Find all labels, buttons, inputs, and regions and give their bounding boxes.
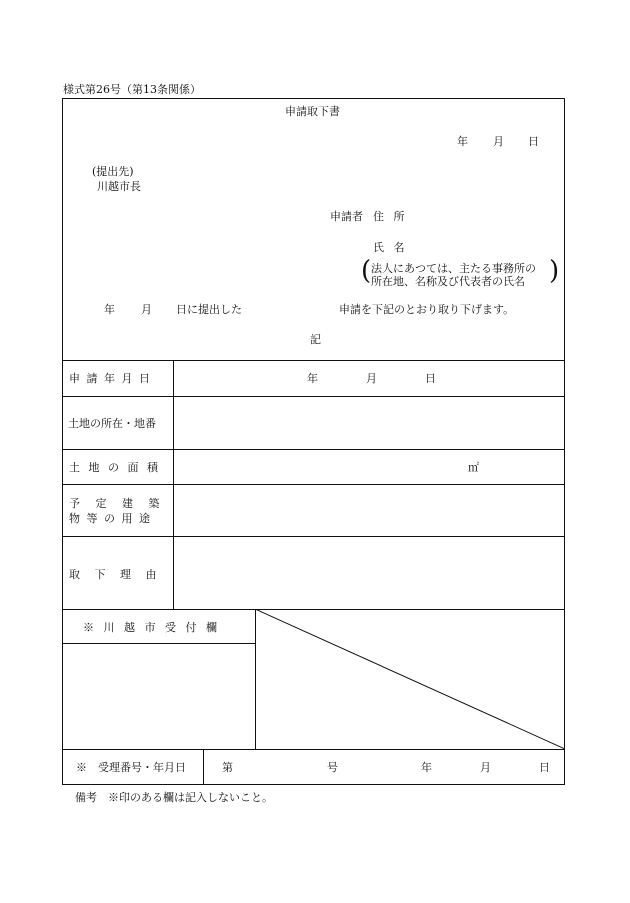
body-day-submitted: 日に提出した — [176, 303, 242, 316]
application-year: 年 — [307, 372, 318, 385]
body-withdraw-sentence: 申請を下記のとおり取り下げます。 — [339, 303, 515, 316]
form-number: 様式第26号（第13条関係） — [63, 83, 201, 96]
receipt-dai: 第 — [222, 761, 233, 774]
row-rule — [62, 536, 565, 537]
withdrawal-reason-label: 取 下 理 由 — [69, 568, 157, 581]
corp-note-line1: 法人にあつては、主たる事務所の — [371, 262, 536, 275]
remark: 備考 ※印のある欄は記入しないこと。 — [75, 791, 273, 804]
label-column-rule — [173, 360, 174, 609]
land-location-label: 土地の所在・地番 — [68, 417, 156, 430]
note-open-bracket: ( — [361, 256, 372, 286]
office-header-rule — [62, 643, 255, 644]
body-year: 年 — [104, 303, 115, 316]
row-rule — [62, 484, 565, 485]
application-date-label: 申 請 年 月 日 — [69, 372, 150, 385]
receipt-day: 日 — [539, 761, 550, 774]
land-area-label: 土 地 の 面 積 — [69, 461, 158, 474]
note-close-bracket: ) — [549, 256, 560, 286]
submit-to-label: (提出先) — [92, 165, 134, 178]
receipt-year: 年 — [421, 761, 432, 774]
document-title: 申請取下書 — [285, 105, 340, 118]
row-rule — [62, 396, 565, 397]
address-label: 住 所 — [373, 210, 405, 223]
name-label: 氏 名 — [373, 241, 405, 254]
date-day-label: 日 — [528, 135, 539, 148]
area-unit: ㎡ — [468, 461, 479, 474]
corp-note-line2: 所在地、名称及び代表者の氏名 — [371, 275, 525, 288]
planned-building-label-2: 物 等 の 用 途 — [69, 512, 150, 525]
ki-label: 記 — [310, 333, 321, 346]
planned-building-label-1: 予 定 建 築 — [69, 497, 160, 510]
receipt-go: 号 — [327, 761, 338, 774]
date-month-label: 月 — [493, 135, 504, 148]
body-month: 月 — [141, 303, 152, 316]
table-top-rule — [62, 360, 565, 361]
application-day: 日 — [425, 372, 436, 385]
submit-to-name: 川越市長 — [97, 180, 141, 193]
receipt-top-rule — [62, 749, 565, 750]
applicant-label: 申請者 — [330, 210, 363, 223]
receipt-number-label: ※ 受理番号・年月日 — [76, 761, 186, 774]
receipt-column-rule — [203, 749, 204, 785]
date-year-label: 年 — [457, 135, 468, 148]
row-rule — [62, 449, 565, 450]
office-use-label: ※ 川 越 市 受 付 欄 — [83, 621, 217, 634]
diagonal-strike — [255, 609, 565, 749]
receipt-month: 月 — [480, 761, 491, 774]
application-month: 月 — [366, 372, 377, 385]
